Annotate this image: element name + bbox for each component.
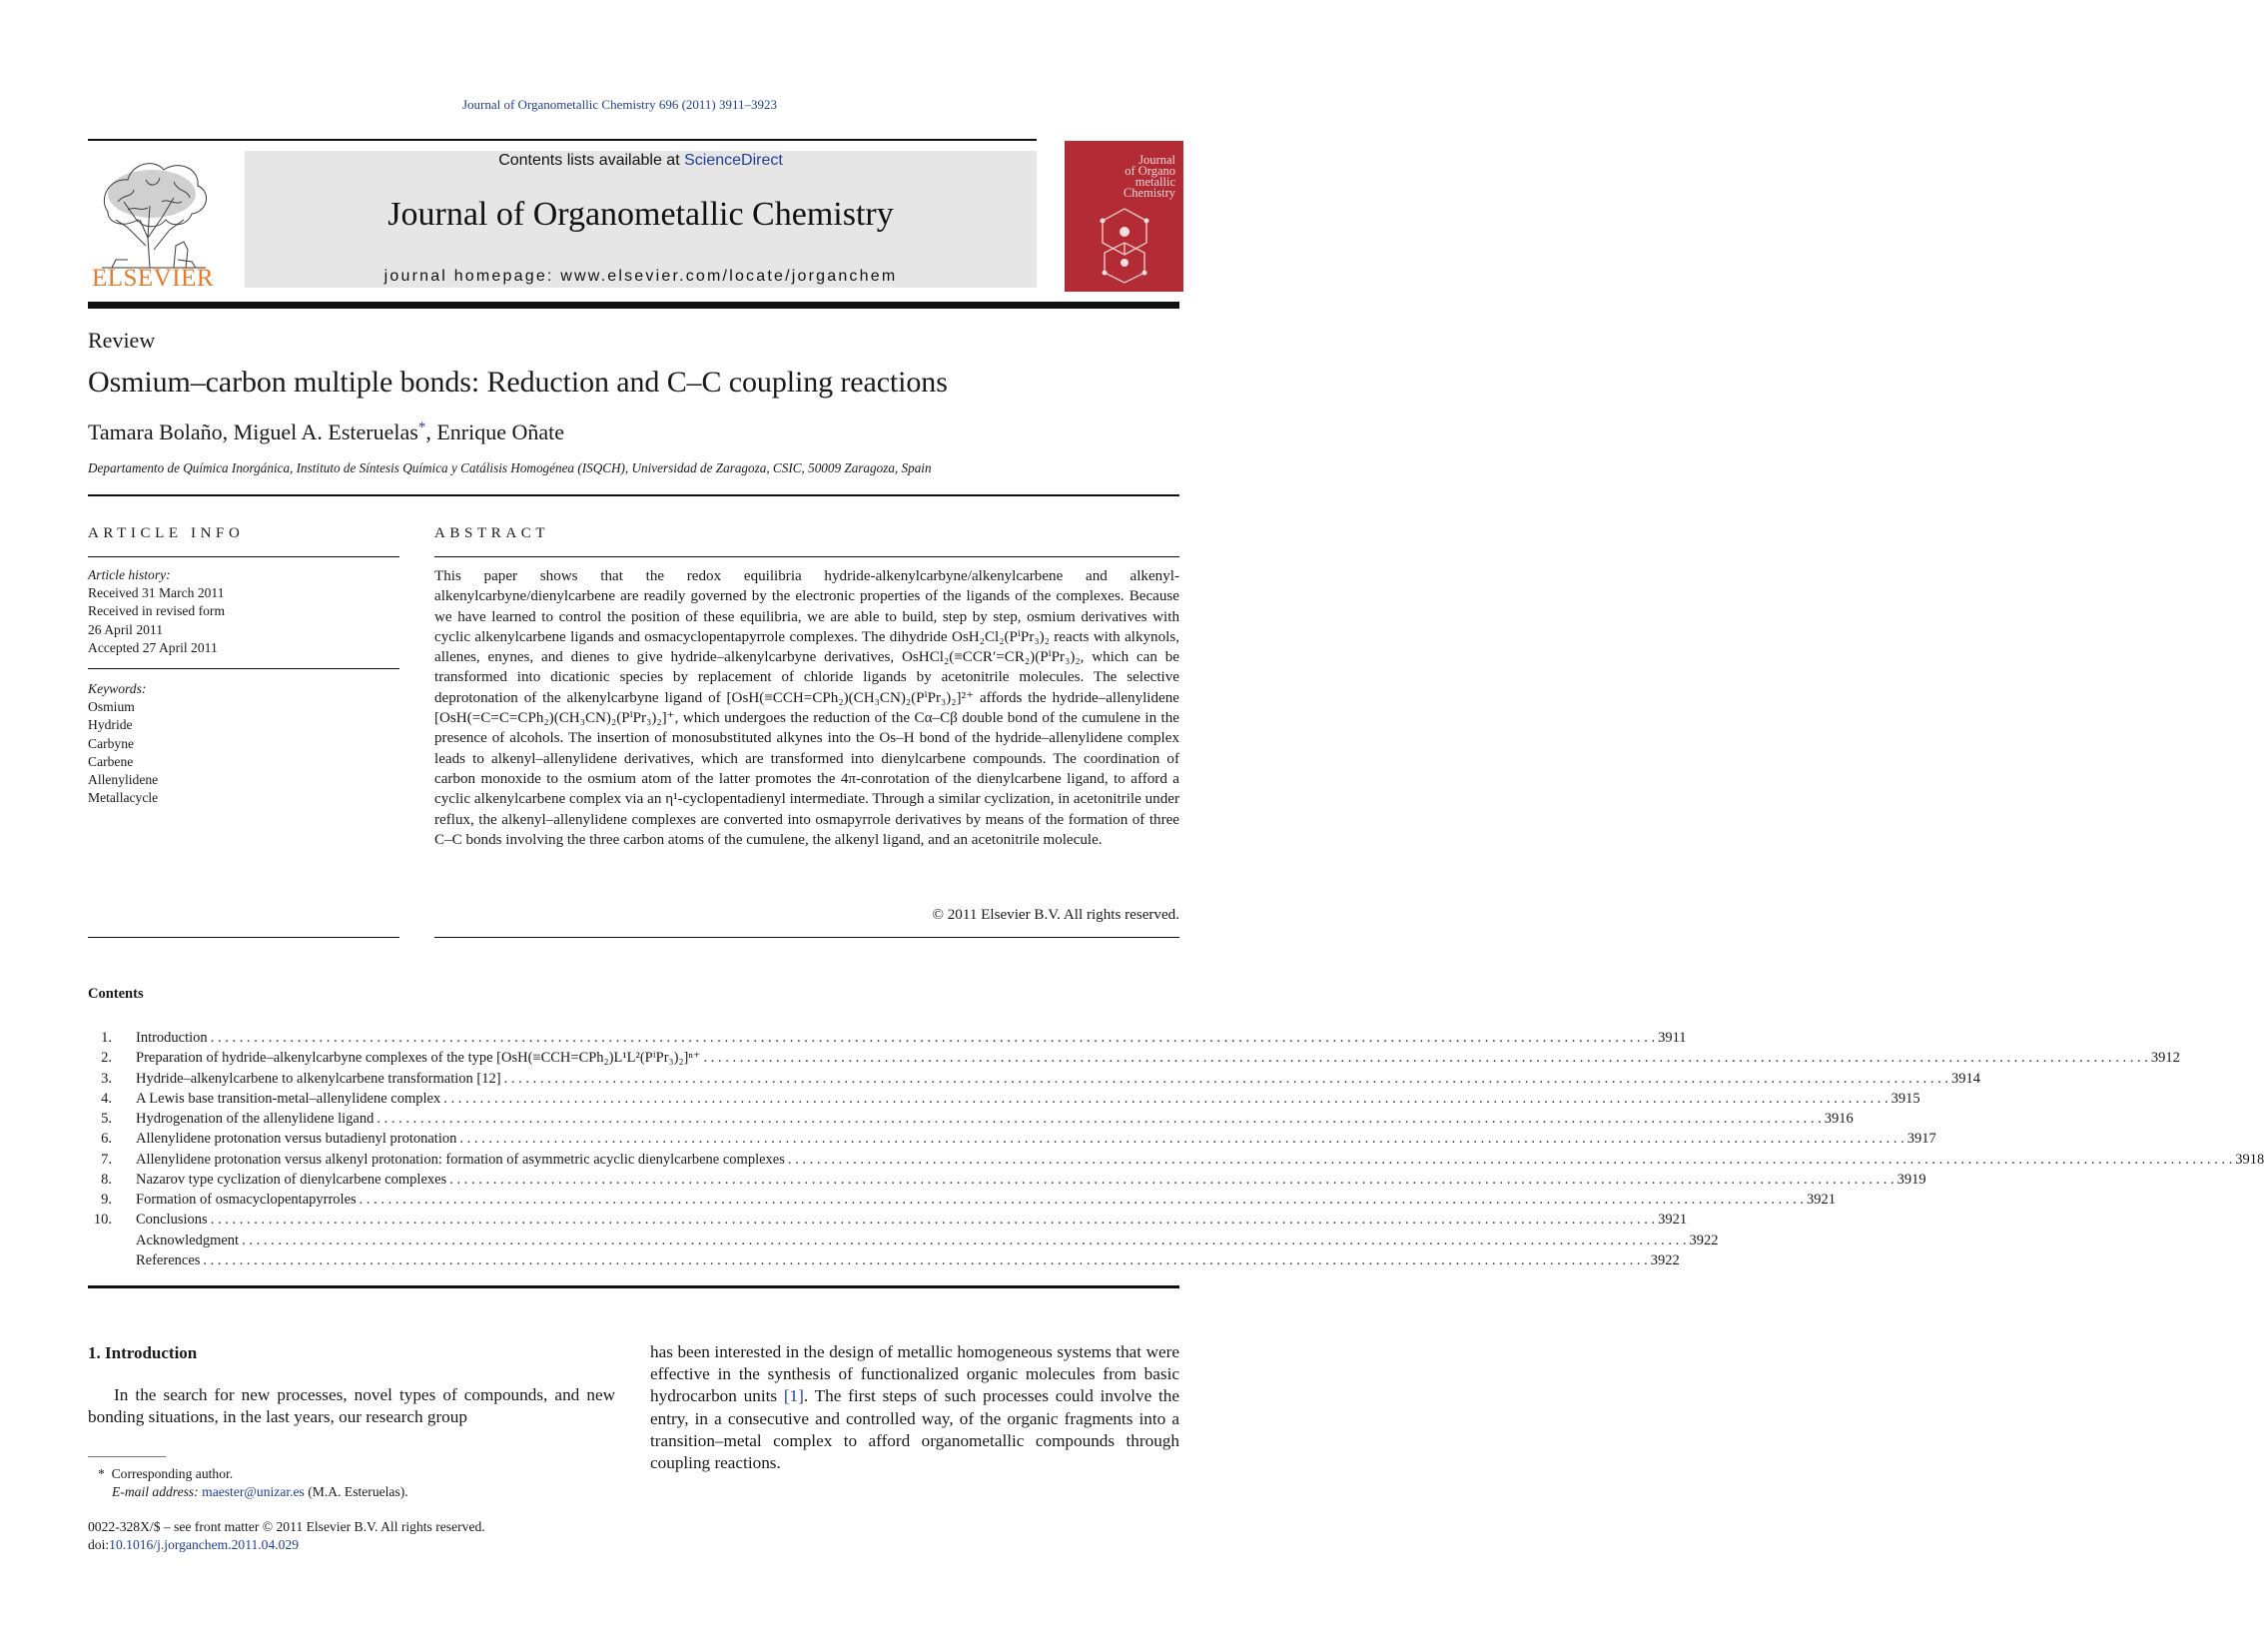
- abstract-body: This paper shows that the redox equilibria hydride-alkenylcarbyne/alkenylcarbene and alkenyl-alkenylcarbyne/dienylcarbene are readily governed by the electronic properties of the ligands of the complexes. Because we have learned to control the position of these equilibria, we are able to build, step by step, osmium derivatives with cyclic alkenylcarbene ligands and osmacyclopentapyrrole complexes. The dihydride OsH₂Cl₂(PⁱPr₃)₂ reacts with alkynols, allenes, enynes, and dienes to give hydride–alkenylcarbyne derivatives, OsHCl₂(≡CCR′=CR₂)(PⁱPr₃)₂, which can be transformed into dicationic species by replacement of chloride ligands by acetonitrile molecules. The selective deprotonation of the alkenylcarbyne ligand of [OsH(≡CCH=CPh₂)(CH₃CN)₂(PⁱPr₃)₂]²⁺ affords the hydride–allenylidene [OsH(=C=C=CPh₂)(CH₃CN)₂(PⁱPr₃)₂]⁺, which undergoes the reduction of the Cα–Cβ double bond of the cumulene in the presence of alcohols. The insertion of monosubstituted alkynes into the Os–H bond of the hydride–allenylidene complex leads to alkenyl–allenylidene derivatives, which are transformed into dienylcarbene compounds. The coordination of carbon monoxide to the osmium atom of the latter promotes the 4π-conrotation of the dienylcarbene ligand, to afford a cyclic alkenylcarbene complex via an η¹-cyclopentadienyl intermediate. Through a similar cyclization, in acetonitrile under reflux, the alkenyl–allenylidene complexes are converted into osmapyrrole derivatives by means of the formation of three C–C bonds involving the three carbon atoms of the cumulene, the alkenyl ligand, and an acetonitrile molecule.: [434, 568, 1179, 848]
- toc-entry[interactable]: [88, 1090, 1920, 1111]
- article-type: Review: [88, 328, 156, 353]
- toc-title: Nazarov type cyclization of dienylcarbene complexes: [136, 1171, 447, 1188]
- intro-paragraph-right: [650, 1341, 1179, 1474]
- toc-page: 3911: [1658, 1030, 1687, 1046]
- front-matter: [88, 1518, 485, 1554]
- keyword-item: Allenylidene: [88, 772, 159, 788]
- abstract-heading: ABSTRACT: [434, 525, 550, 541]
- journal-citation-link[interactable]: Journal of Organometallic Chemistry 696 (2011) 3911–3923: [461, 97, 778, 112]
- toc-title: Introduction: [136, 1030, 208, 1046]
- toc-page: 3922: [1650, 1251, 1680, 1268]
- toc-page: 3912: [2150, 1050, 2180, 1067]
- article-history: [88, 566, 225, 657]
- masthead-top-rule: [88, 139, 1037, 141]
- history-label: Article history:: [88, 567, 171, 582]
- footnote-rule: [88, 1456, 166, 1457]
- abstract-copyright: © 2011 Elsevier B.V. All rights reserved.: [932, 907, 1179, 923]
- toc-entry[interactable]: [88, 1192, 1837, 1212]
- toc-leader-dots: . . . . . . . . . . . . . . . . . . . . . . . . . . . . . . . . . . . . . . . . . . . . . . . . . . . . . . . . . . . . . . . . . . . . . . . . . . . . . . . . . . . . . . . . . . . . . . . . . . . . . . . . . . . . . . . . . . . . . . . . . . . . . . . . . . . . . . . . . . . . . . . . . . . . . . . . . . . . . . . . . . . . . . . . . . . . . . . . . . . . . . . . . . . . . . . . . . . . . . . .: [459, 1131, 1904, 1148]
- toc-entry[interactable]: [88, 1070, 1980, 1091]
- toc-entry[interactable]: [88, 1151, 2264, 1172]
- toc-title: Formation of osmacyclopentapyrroles: [136, 1192, 357, 1208]
- toc-leader-dots: . . . . . . . . . . . . . . . . . . . . . . . . . . . . . . . . . . . . . . . . . . . . . . . . . . . . . . . . . . . . . . . . . . . . . . . . . . . . . . . . . . . . . . . . . . . . . . . . . . . . . . . . . . . . . . . . . . . . . . . . . . . . . . . . . . . . . . . . . . . . . . . . . . . . . . . . . . . . . . . . . . . . . . . . . . . . . . . . . . . . . . . . . . . . . . . . . . . . . . . .: [449, 1171, 1894, 1188]
- authors-tail: , Enrique Oñate: [425, 419, 564, 444]
- toc-entry[interactable]: [88, 1212, 1688, 1232]
- contents-heading: Contents: [88, 986, 144, 1002]
- toc-leader-dots: . . . . . . . . . . . . . . . . . . . . . . . . . . . . . . . . . . . . . . . . . . . . . . . . . . . . . . . . . . . . . . . . . . . . . . . . . . . . . . . . . . . . . . . . . . . . . . . . . . . . . . . . . . . . . . . . . . . . . . . . . . . . . . . . . . . . . . . . . . . . . . . . . . . . . . . . . . . . . . . . . . . . . . . . . . . . . . . . . . . . . . . . . . . . . . . . . . . . . . . .: [503, 1070, 1948, 1087]
- keyword-item: Carbene: [88, 753, 134, 769]
- keyword-item: Carbyne: [88, 735, 135, 751]
- toc-entry[interactable]: [88, 1030, 1687, 1050]
- toc-title: Allenylidene protonation versus butadienyl protonation: [136, 1131, 457, 1148]
- toc-leader-dots: . . . . . . . . . . . . . . . . . . . . . . . . . . . . . . . . . . . . . . . . . . . . . . . . . . . . . . . . . . . . . . . . . . . . . . . . . . . . . . . . . . . . . . . . . . . . . . . . . . . . . . . . . . . . . . . . . . . . . . . . . . . . . . . . . . . . . . . . . . . . . . . . . . . . . . . . . . . . . . . . . . . . . . . . . . . . . . . . . . . . . . . . . . . . . . . . . . . . . . . .: [210, 1030, 1656, 1046]
- cover-title-line: metallic: [1134, 175, 1175, 189]
- doi-link[interactable]: 10.1016/j.jorganchem.2011.04.029: [109, 1537, 300, 1553]
- article-info-bottom-rule: [88, 937, 399, 938]
- toc-title: Acknowledgment: [136, 1232, 240, 1248]
- toc-page: 3914: [1950, 1070, 1980, 1087]
- contents-bottom-rule: [88, 1285, 1179, 1288]
- email-link[interactable]: maester@unizar.es: [202, 1484, 305, 1500]
- footnote-corresponding: [98, 1465, 408, 1483]
- abstract-rule: [434, 556, 1179, 557]
- email-owner: (M.A. Esteruelas).: [308, 1484, 408, 1500]
- cover-title: [1076, 155, 1175, 199]
- toc-title: References: [136, 1251, 201, 1268]
- toc-number: 6.: [101, 1131, 112, 1148]
- toc-page: 3922: [1689, 1232, 1719, 1248]
- cover-title-line: Chemistry: [1123, 186, 1175, 200]
- intro-text: has been interested in the design of metallic homogeneous systems that were effective in the synthesis of functionalized organic molecules from basic hydrocarbon units: [650, 1342, 1179, 1406]
- journal-homepage-link[interactable]: journal homepage: www.elsevier.com/locate/jorganchem: [383, 268, 898, 285]
- author-list: [88, 419, 564, 445]
- toc-entry[interactable]: [88, 1251, 1680, 1272]
- email-label: E-mail address:: [112, 1484, 199, 1500]
- toc-entry[interactable]: [88, 1111, 1854, 1131]
- toc-leader-dots: . . . . . . . . . . . . . . . . . . . . . . . . . . . . . . . . . . . . . . . . . . . . . . . . . . . . . . . . . . . . . . . . . . . . . . . . . . . . . . . . . . . . . . . . . . . . . . . . . . . . . . . . . . . . . . . . . . . . . . . . . . . . . . . . . . . . . . . . . . . . . . . . . . . . . . . . . . . . . . . . . . . . . . . . . . . . . . . . . . . . . . . . . . . . . . . . . . . . . . . .: [359, 1192, 1805, 1208]
- toc-leader-dots: . . . . . . . . . . . . . . . . . . . . . . . . . . . . . . . . . . . . . . . . . . . . . . . . . . . . . . . . . . . . . . . . . . . . . . . . . . . . . . . . . . . . . . . . . . . . . . . . . . . . . . . . . . . . . . . . . . . . . . . . . . . . . . . . . . . . . . . . . . . . . . . . . . . . . . . . . . . . . . . . . . . . . . . . . . . . . . . . . . . . . . . . . . . . . . . . . . . . . . . .: [377, 1111, 1822, 1127]
- author-affiliation: Departamento de Química Inorgánica, Instituto de Síntesis Química y Catálisis Homogénea (ISQCH), Universidad de Zaragoza, CSIC, 50009 Zaragoza, Spain: [88, 460, 932, 475]
- table-of-contents: [88, 1030, 2264, 1272]
- toc-number: 9.: [101, 1192, 112, 1208]
- header-divider-rule: [88, 494, 1179, 496]
- elsevier-wordmark: ELSEVIER: [91, 265, 215, 292]
- toc-number: 5.: [101, 1111, 112, 1127]
- toc-page: 3921: [1658, 1212, 1688, 1229]
- keywords-label: Keywords:: [88, 681, 147, 696]
- footnote: [98, 1465, 408, 1501]
- toc-title: Hydrogenation of the allenylidene ligand: [136, 1111, 375, 1127]
- toc-number: 10.: [93, 1212, 112, 1229]
- masthead-bottom-rule: [88, 302, 1179, 309]
- toc-page: 3917: [1906, 1131, 1936, 1148]
- keywords-list: [88, 680, 158, 807]
- history-entry: Received in revised form: [88, 603, 226, 619]
- toc-title: A Lewis base transition-metal–allenylidene complex: [136, 1090, 441, 1107]
- article-info-rule: [88, 556, 399, 557]
- contents-prefix: Contents lists available at: [498, 152, 680, 169]
- toc-page: 3919: [1896, 1171, 1926, 1188]
- toc-leader-dots: . . . . . . . . . . . . . . . . . . . . . . . . . . . . . . . . . . . . . . . . . . . . . . . . . . . . . . . . . . . . . . . . . . . . . . . . . . . . . . . . . . . . . . . . . . . . . . . . . . . . . . . . . . . . . . . . . . . . . . . . . . . . . . . . . . . . . . . . . . . . . . . . . . . . . . . . . . . . . . . . . . . . . . . . . . . . . . . . . . . . . . . . . . . . . . . . . . . . . . . .: [203, 1251, 1648, 1268]
- toc-number: 7.: [101, 1151, 112, 1168]
- keyword-item: Metallacycle: [88, 790, 159, 806]
- toc-number: 8.: [101, 1171, 112, 1188]
- intro-text: . The first steps of such processes could involve the entry, in a consecutive and controlled way, of the organic fragments into a transition–metal complex to afford organometallic compounds through coupling reactions.: [650, 1386, 1179, 1473]
- journal-name: Journal of Organometallic Chemistry: [387, 196, 894, 233]
- intro-paragraph-left: In the search for new processes, novel types of compounds, and new bonding situations, in the last years, our research group: [88, 1385, 615, 1427]
- history-divider-rule: [88, 668, 399, 669]
- history-entry: Accepted 27 April 2011: [88, 639, 218, 655]
- journal-cover-thumbnail[interactable]: [1065, 141, 1183, 292]
- abstract-bottom-rule: [434, 937, 1179, 938]
- authors-main: Tamara Bolaño, Miguel A. Esteruelas: [88, 419, 418, 444]
- contents-availability-line: [245, 152, 1037, 170]
- elsevier-logo[interactable]: [88, 150, 218, 292]
- history-entry: Received 31 March 2011: [88, 585, 225, 601]
- article-title: Osmium–carbon multiple bonds: Reduction and C–C coupling reactions: [88, 366, 948, 399]
- toc-leader-dots: . . . . . . . . . . . . . . . . . . . . . . . . . . . . . . . . . . . . . . . . . . . . . . . . . . . . . . . . . . . . . . . . . . . . . . . . . . . . . . . . . . . . . . . . . . . . . . . . . . . . . . . . . . . . . . . . . . . . . . . . . . . . . . . . . . . . . . . . . . . . . . . . . . . . . . . . . . . . . . . . . . . . . . . . . . . . . . . . . . . . . . . . . . . . . . . . . . . . . . . .: [210, 1212, 1656, 1229]
- reference-link[interactable]: [1]: [783, 1386, 804, 1406]
- toc-leader-dots: . . . . . . . . . . . . . . . . . . . . . . . . . . . . . . . . . . . . . . . . . . . . . . . . . . . . . . . . . . . . . . . . . . . . . . . . . . . . . . . . . . . . . . . . . . . . . . . . . . . . . . . . . . . . . . . . . . . . . . . . . . . . . . . . . . . . . . . . . . . . . . . . . . . . . . . . . . . . . . . . . . . . . . . . . . . . . . . . . . . . . . . . . . . . . . . . . . . . . . . .: [787, 1151, 2233, 1168]
- footnote-text: Corresponding author.: [111, 1466, 234, 1481]
- footnote-email-line: [98, 1483, 408, 1501]
- history-entry: 26 April 2011: [88, 621, 164, 637]
- toc-entry[interactable]: [88, 1171, 1926, 1192]
- toc-page: 3918: [2235, 1151, 2264, 1168]
- issn-line: 0022-328X/$ – see front matter © 2011 Elsevier B.V. All rights reserved.: [88, 1519, 485, 1534]
- cover-title-line: Journal: [1138, 153, 1175, 167]
- footnote-marker: *: [98, 1466, 105, 1481]
- toc-number: 3.: [101, 1070, 112, 1087]
- keyword-item: Osmium: [88, 699, 135, 715]
- toc-title: Allenylidene protonation versus alkenyl protonation: formation of asymmetric acyclic dienylcarbene complexes: [136, 1151, 785, 1168]
- toc-entry[interactable]: [88, 1232, 1719, 1252]
- toc-entry[interactable]: [88, 1131, 1936, 1151]
- doi-prefix: doi:: [88, 1537, 110, 1553]
- article-info-heading: ARTICLE INFO: [88, 525, 245, 541]
- toc-page: 3915: [1890, 1090, 1920, 1107]
- toc-leader-dots: . . . . . . . . . . . . . . . . . . . . . . . . . . . . . . . . . . . . . . . . . . . . . . . . . . . . . . . . . . . . . . . . . . . . . . . . . . . . . . . . . . . . . . . . . . . . . . . . . . . . . . . . . . . . . . . . . . . . . . . . . . . . . . . . . . . . . . . . . . . . . . . . . . . . . . . . . . . . . . . . . . . . . . . . . . . . . . . . . . . . . . . . . . . . . . . . . . . . . . . .: [703, 1050, 2148, 1067]
- toc-page: 3921: [1807, 1192, 1837, 1208]
- doi-line: [88, 1536, 485, 1554]
- toc-page: 3916: [1824, 1111, 1854, 1127]
- molecule-illustration-icon: [1087, 203, 1162, 287]
- toc-number: 4.: [101, 1090, 112, 1107]
- toc-title: Conclusions: [136, 1212, 208, 1229]
- keyword-item: Hydride: [88, 717, 133, 733]
- toc-leader-dots: . . . . . . . . . . . . . . . . . . . . . . . . . . . . . . . . . . . . . . . . . . . . . . . . . . . . . . . . . . . . . . . . . . . . . . . . . . . . . . . . . . . . . . . . . . . . . . . . . . . . . . . . . . . . . . . . . . . . . . . . . . . . . . . . . . . . . . . . . . . . . . . . . . . . . . . . . . . . . . . . . . . . . . . . . . . . . . . . . . . . . . . . . . . . . . . . . . . . . . . .: [443, 1090, 1888, 1107]
- toc-title: Hydride–alkenylcarbene to alkenylcarbene transformation [12]: [136, 1070, 501, 1087]
- toc-leader-dots: . . . . . . . . . . . . . . . . . . . . . . . . . . . . . . . . . . . . . . . . . . . . . . . . . . . . . . . . . . . . . . . . . . . . . . . . . . . . . . . . . . . . . . . . . . . . . . . . . . . . . . . . . . . . . . . . . . . . . . . . . . . . . . . . . . . . . . . . . . . . . . . . . . . . . . . . . . . . . . . . . . . . . . . . . . . . . . . . . . . . . . . . . . . . . . . . . . . . . . . .: [242, 1232, 1687, 1248]
- section-heading-introduction: 1. Introduction: [88, 1343, 198, 1362]
- sciencedirect-link[interactable]: ScienceDirect: [684, 152, 783, 169]
- cover-title-line: of Organo: [1125, 164, 1175, 178]
- toc-title: Preparation of hydride–alkenylcarbyne complexes of the type [OsH(≡CCH=CPh₂)L¹L²(PⁱPr₃)₂]ⁿ⁺: [136, 1050, 701, 1067]
- toc-number: 1.: [101, 1030, 112, 1046]
- toc-number: 2.: [101, 1050, 112, 1067]
- corresponding-author-marker[interactable]: *: [417, 419, 426, 435]
- toc-entry[interactable]: [88, 1050, 2180, 1070]
